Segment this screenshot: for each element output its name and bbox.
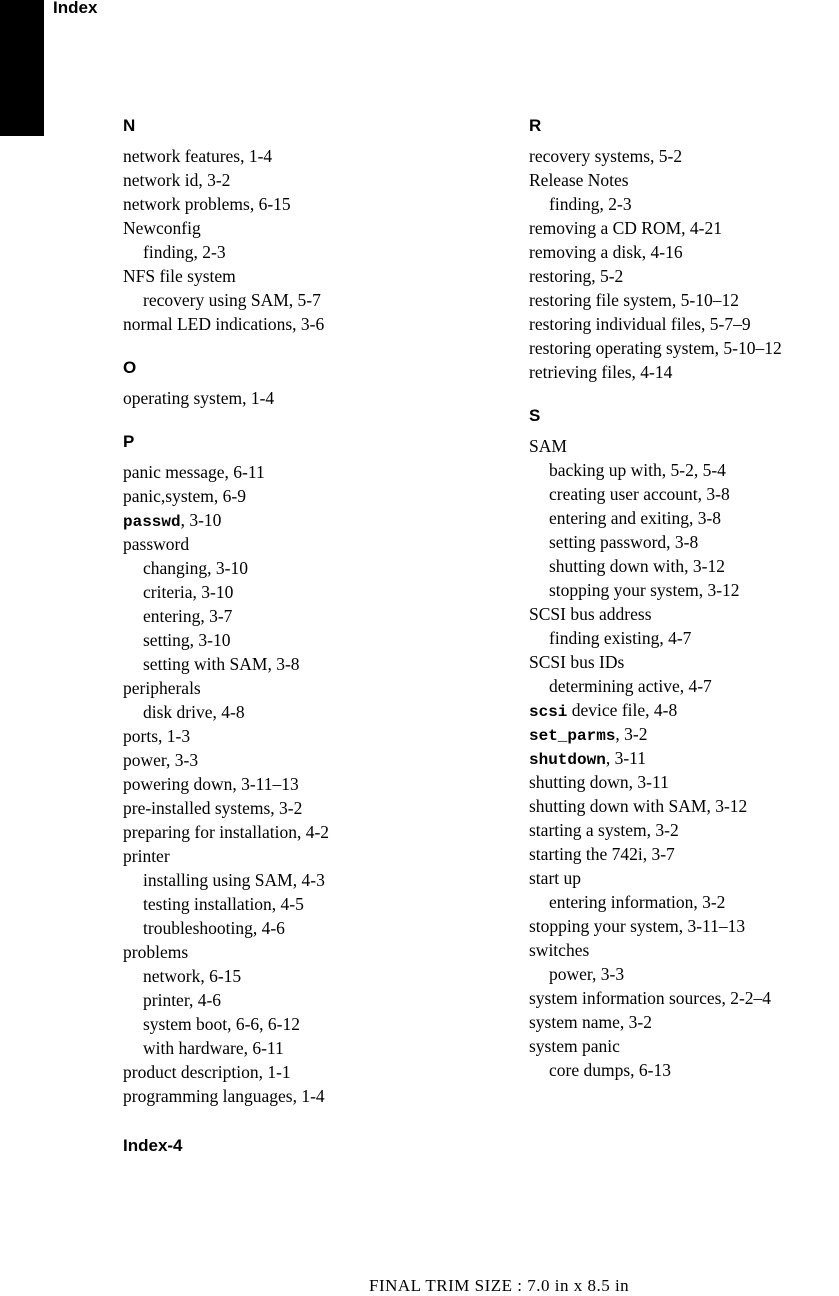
index-entry: programming languages, 1-4 bbox=[123, 1086, 325, 1106]
index-column-left bbox=[123, 114, 443, 1128]
running-header: Index bbox=[53, 0, 98, 17]
index-entry: ports, 1-3 bbox=[123, 726, 191, 746]
index-entry: starting the 742i, 3-7 bbox=[529, 844, 675, 864]
index-section bbox=[123, 430, 443, 1108]
index-entry: NFS file system bbox=[123, 266, 236, 286]
entry-text: , 3-10 bbox=[180, 510, 222, 530]
index-subentry: printer, 4-6 bbox=[143, 990, 222, 1010]
index-entry: panic,system, 6-9 bbox=[123, 486, 246, 506]
command-name: scsi bbox=[529, 703, 568, 721]
index-entry: password bbox=[123, 534, 190, 554]
index-subentry: setting with SAM, 3-8 bbox=[143, 654, 300, 674]
index-entry: Newconfig bbox=[123, 218, 201, 238]
index-subentry: finding existing, 4-7 bbox=[549, 628, 692, 648]
entry-text: , 3-2 bbox=[615, 724, 648, 744]
index-entry: restoring operating system, 5-10–12 bbox=[529, 338, 782, 358]
index-entry: printer bbox=[123, 846, 170, 866]
index-entry bbox=[123, 508, 443, 532]
index-subentry: entering, 3-7 bbox=[143, 606, 233, 626]
index-subentry: changing, 3-10 bbox=[143, 558, 248, 578]
section-letter: R bbox=[529, 116, 542, 135]
index-subentry: finding, 2-3 bbox=[549, 194, 632, 214]
index-entry: SCSI bus address bbox=[529, 604, 652, 624]
index-entry: recovery systems, 5-2 bbox=[529, 146, 683, 166]
index-entry: pre-installed systems, 3-2 bbox=[123, 798, 303, 818]
index-entry: peripherals bbox=[123, 678, 201, 698]
index-entry: system information sources, 2-2–4 bbox=[529, 988, 772, 1008]
index-entry: power, 3-3 bbox=[123, 750, 199, 770]
index-entry bbox=[529, 746, 839, 770]
entry-text: , 3-11 bbox=[605, 748, 646, 768]
index-subentry: setting password, 3-8 bbox=[549, 532, 699, 552]
index-subentry: criteria, 3-10 bbox=[143, 582, 234, 602]
index-entry: restoring individual files, 5-7–9 bbox=[529, 314, 751, 334]
trim-size-note: FINAL TRIM SIZE : 7.0 in x 8.5 in bbox=[369, 1276, 630, 1295]
index-entry: system name, 3-2 bbox=[529, 1012, 652, 1032]
index-entry: stopping your system, 3-11–13 bbox=[529, 916, 746, 936]
index-entry: normal LED indications, 3-6 bbox=[123, 314, 325, 334]
index-entry: network features, 1-4 bbox=[123, 146, 273, 166]
section-letter: P bbox=[123, 432, 135, 451]
entry-text: device file, 4-8 bbox=[567, 700, 678, 720]
index-subentry: finding, 2-3 bbox=[143, 242, 226, 262]
section-letter: S bbox=[529, 406, 541, 425]
index-entry: system panic bbox=[529, 1036, 620, 1056]
index-entry: start up bbox=[529, 868, 582, 888]
section-letter: O bbox=[123, 358, 137, 377]
index-subentry: disk drive, 4-8 bbox=[143, 702, 245, 722]
index-subentry: troubleshooting, 4-6 bbox=[143, 918, 285, 938]
index-subentry: network, 6-15 bbox=[143, 966, 242, 986]
index-subentry: with hardware, 6-11 bbox=[143, 1038, 284, 1058]
index-entry: restoring file system, 5-10–12 bbox=[529, 290, 739, 310]
index-subentry: determining active, 4-7 bbox=[549, 676, 712, 696]
index-entry: switches bbox=[529, 940, 590, 960]
index-section bbox=[123, 356, 443, 410]
index-entry: network problems, 6-15 bbox=[123, 194, 291, 214]
index-subentry: entering and exiting, 3-8 bbox=[549, 508, 722, 528]
index-section bbox=[529, 114, 839, 384]
index-section bbox=[123, 114, 443, 336]
index-entry: starting a system, 3-2 bbox=[529, 820, 679, 840]
index-subentry: core dumps, 6-13 bbox=[549, 1060, 671, 1080]
index-entry: removing a disk, 4-16 bbox=[529, 242, 683, 262]
index-entry: retrieving files, 4-14 bbox=[529, 362, 673, 382]
index-subentry: installing using SAM, 4-3 bbox=[143, 870, 325, 890]
index-entry: Release Notes bbox=[529, 170, 629, 190]
index-column-right bbox=[529, 114, 839, 1102]
index-entry: removing a CD ROM, 4-21 bbox=[529, 218, 722, 238]
index-entry bbox=[529, 698, 839, 722]
index-subentry: recovery using SAM, 5-7 bbox=[143, 290, 321, 310]
index-entry: operating system, 1-4 bbox=[123, 388, 275, 408]
index-entry: panic message, 6-11 bbox=[123, 462, 265, 482]
index-subentry: stopping your system, 3-12 bbox=[549, 580, 740, 600]
index-entry: preparing for installation, 4-2 bbox=[123, 822, 330, 842]
index-entry: product description, 1-1 bbox=[123, 1062, 291, 1082]
index-subentry: backing up with, 5-2, 5-4 bbox=[549, 460, 726, 480]
index-tab-block bbox=[0, 0, 44, 136]
command-name: shutdown bbox=[529, 751, 606, 769]
index-entry: SCSI bus IDs bbox=[529, 652, 625, 672]
index-entry: network id, 3-2 bbox=[123, 170, 231, 190]
index-subentry: system boot, 6-6, 6-12 bbox=[143, 1014, 301, 1034]
section-letter: N bbox=[123, 116, 136, 135]
page-number: Index-4 bbox=[123, 1136, 183, 1155]
index-section bbox=[529, 404, 839, 1082]
index-entry: restoring, 5-2 bbox=[529, 266, 624, 286]
index-entry bbox=[529, 722, 839, 746]
index-entry: shutting down with SAM, 3-12 bbox=[529, 796, 748, 816]
index-subentry: setting, 3-10 bbox=[143, 630, 231, 650]
index-entry: problems bbox=[123, 942, 189, 962]
index-entry: shutting down, 3-11 bbox=[529, 772, 669, 792]
index-subentry: creating user account, 3-8 bbox=[549, 484, 730, 504]
index-entry: powering down, 3-11–13 bbox=[123, 774, 299, 794]
index-subentry: shutting down with, 3-12 bbox=[549, 556, 725, 576]
index-subentry: power, 3-3 bbox=[549, 964, 625, 984]
command-name: passwd bbox=[123, 513, 181, 531]
command-name: set_parms bbox=[529, 727, 616, 745]
index-subentry: testing installation, 4-5 bbox=[143, 894, 304, 914]
index-subentry: entering information, 3-2 bbox=[549, 892, 726, 912]
index-entry: SAM bbox=[529, 436, 567, 456]
